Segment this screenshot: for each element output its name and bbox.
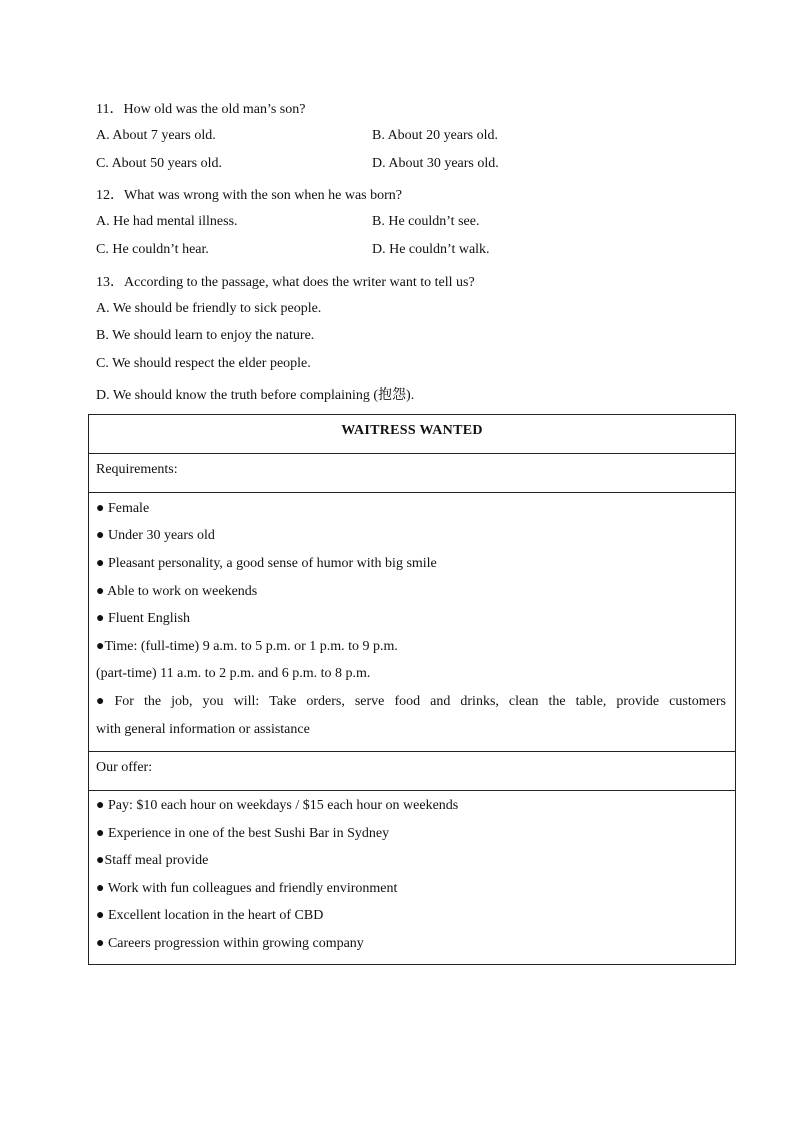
question-12-option-a: A. He had mental illness. [96,214,238,229]
requirements-header-row [89,453,735,493]
requirements-label: Requirements: [96,462,178,477]
requirement-item-part-time: (part-time) 11 a.m. to 2 p.m. and 6 p.m. to 8 p.m. [96,666,371,681]
question-13-option-a: A. We should be friendly to sick people. [96,301,322,316]
question-12-option-b: B. He couldn’t see. [372,214,480,229]
offer-label: Our offer: [96,760,153,775]
question-11-option-b: B. About 20 years old. [372,128,498,143]
requirements-list-row [89,492,735,752]
offer-item: ● Work with fun colleagues and friendly environment [96,881,398,896]
offer-item: ● Excellent location in the heart of CBD [96,908,324,923]
requirement-item: ● Pleasant personality, a good sense of humor with big smile [96,556,437,571]
question-11-stem: 11．How old was the old man’s son? [96,102,306,117]
offer-header-row [89,751,735,791]
job-ad-table [88,414,736,965]
ad-title: WAITRESS WANTED [341,423,483,438]
question-13-option-b: B. We should learn to enjoy the nature. [96,328,315,343]
requirement-item-time: ●Time: (full-time) 9 a.m. to 5 p.m. or 1 p.m. to 9 p.m. [96,639,398,654]
requirement-item: ● Under 30 years old [96,528,215,543]
question-11-option-a: A. About 7 years old. [96,128,216,143]
offer-item: ●Staff meal provide [96,853,209,868]
question-13-stem: 13．According to the passage, what does the writer want to tell us? [96,275,475,290]
requirement-item-duties-cont: with general information or assistance [96,722,310,737]
offer-item: ● Pay: $10 each hour on weekdays / $15 each hour on weekends [96,798,459,813]
offer-list-row [89,790,735,965]
question-13-option-c: C. We should respect the elder people. [96,356,311,371]
question-11-option-d: D. About 30 years old. [372,156,499,171]
requirement-item: ● Fluent English [96,611,191,626]
question-13-option-d: D. We should know the truth before complaining (抱怨). [96,388,415,403]
question-11-option-c: C. About 50 years old. [96,156,222,171]
question-12-option-d: D. He couldn’t walk. [372,242,490,257]
offer-item: ● Experience in one of the best Sushi Bar in Sydney [96,826,390,841]
question-12-stem: 12．What was wrong with the son when he was born? [96,188,402,203]
requirement-item-duties: ● For the job, you will: Take orders, serve food and drinks, clean the table, provide customers [96,694,726,709]
requirement-item: ● Able to work on weekends [96,584,258,599]
question-12-option-c: C. He couldn’t hear. [96,242,209,257]
requirement-item: ● Female [96,501,150,516]
offer-item: ● Careers progression within growing company [96,936,364,951]
